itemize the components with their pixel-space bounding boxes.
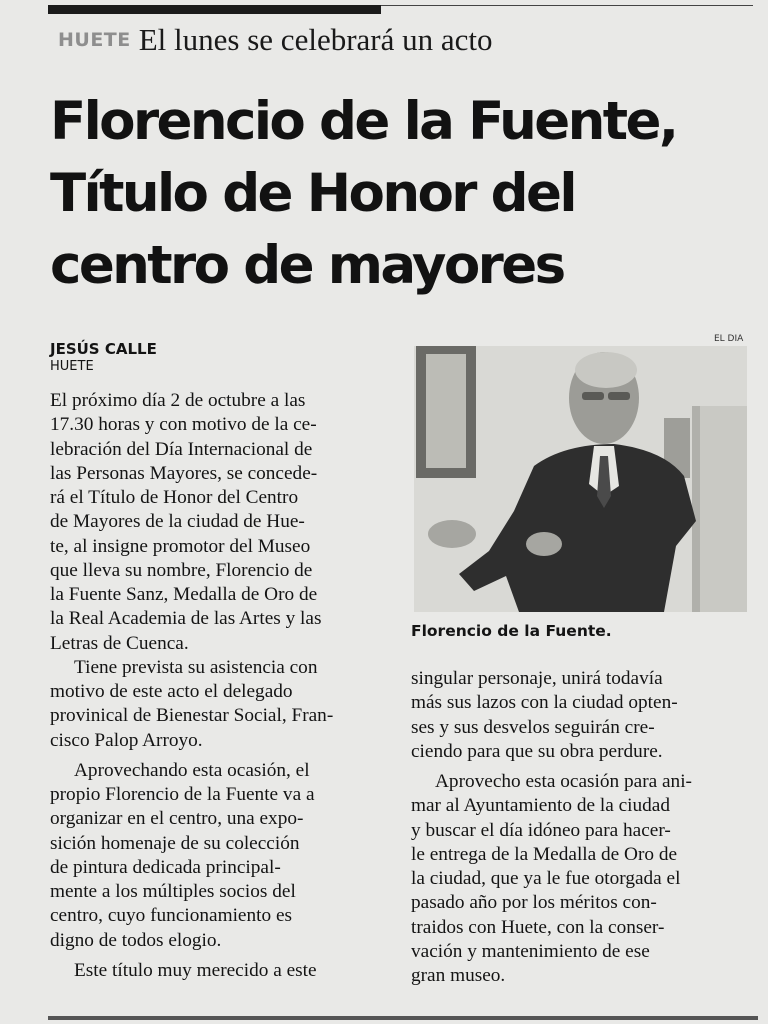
body-line: más sus lazos con la ciudad opten- (411, 692, 678, 714)
body-line: pasado año por los méritos con- (411, 892, 657, 914)
body-line: la Real Academia de las Artes y las (50, 608, 322, 630)
body-line: le entrega de la Medalla de Oro de (411, 843, 678, 865)
body-line: ses y sus desvelos seguirán cre- (411, 716, 655, 738)
body-line: de Mayores de la ciudad de Hue- (50, 511, 305, 533)
top-rule-thin (381, 5, 753, 6)
kicker-place: HUETE (58, 29, 131, 51)
body-line: centro, cuyo funcionamiento es (50, 905, 293, 927)
body-line: y buscar el día idóneo para hacer- (411, 819, 671, 841)
body-line: mente a los múltiples socios del (50, 881, 296, 902)
body-line: de pintura dedicada principal- (50, 856, 281, 878)
body-line: Tiene prevista su asistencia con (74, 656, 318, 678)
body-line: El próximo día 2 de octubre a las (50, 390, 306, 411)
kicker (58, 22, 493, 58)
photo-caption: Florencio de la Fuente. (411, 622, 612, 640)
byline (50, 340, 157, 375)
body-line: Letras de Cuenca. (50, 632, 189, 654)
article-column-left (50, 389, 388, 983)
body-line: Aprovechando esta ocasión, el (74, 759, 310, 781)
body-line: mar al Ayuntamiento de la ciudad (411, 795, 670, 817)
byline-location: HUETE (50, 359, 94, 374)
byline-author: JESÚS CALLE (50, 340, 157, 358)
body-line: Este título muy merecido a este (74, 959, 317, 981)
body-line: rá el Título de Honor del Centro (50, 487, 299, 508)
body-line: 17.30 horas y con motivo de la ce- (50, 414, 317, 436)
bottom-rule (48, 1016, 758, 1020)
top-rule (48, 5, 381, 14)
body-line: vación y mantenimiento de ese (411, 940, 650, 962)
body-line: la ciudad, que ya le fue otorgada el (411, 868, 681, 889)
body-line: que lleva su nombre, Florencio de (50, 559, 313, 581)
headline-line: Título de Honor del (50, 163, 575, 224)
headline-line: centro de mayores (50, 235, 564, 296)
body-line: Aprovecho esta ocasión para ani- (435, 771, 692, 792)
portrait-illustration (414, 346, 747, 612)
body-line: singular personaje, unirá todavía (411, 668, 663, 689)
body-line: cisco Palop Arroyo. (50, 729, 203, 751)
body-line: motivo de este acto el delegado (50, 681, 293, 702)
body-line: provinical de Bienestar Social, Fran- (50, 705, 334, 727)
body-line: sición homenaje de su colección (50, 832, 300, 854)
body-line: digno de todos elogio. (50, 929, 222, 951)
body-line: propio Florencio de la Fuente va a (50, 784, 315, 805)
body-line: te, al insigne promotor del Museo (50, 535, 311, 557)
body-line: las Personas Mayores, se concede- (50, 462, 318, 484)
body-line: ciendo para que su obra perdure. (411, 740, 663, 762)
kicker-text: El lunes se celebrará un acto (138, 22, 493, 57)
body-line: traidos con Huete, con la conser- (411, 916, 665, 938)
photo-credit: EL DIA (714, 334, 744, 344)
body-line: organizar en el centro, una expo- (50, 808, 304, 830)
body-line: la Fuente Sanz, Medalla de Oro de (50, 584, 318, 605)
article-photo (414, 346, 747, 612)
body-line: lebración del Día Internacional de (50, 438, 313, 460)
body-line: gran museo. (411, 965, 506, 986)
headline-line: Florencio de la Fuente, (50, 91, 677, 152)
article-column-right (411, 667, 751, 988)
headline (50, 86, 750, 302)
